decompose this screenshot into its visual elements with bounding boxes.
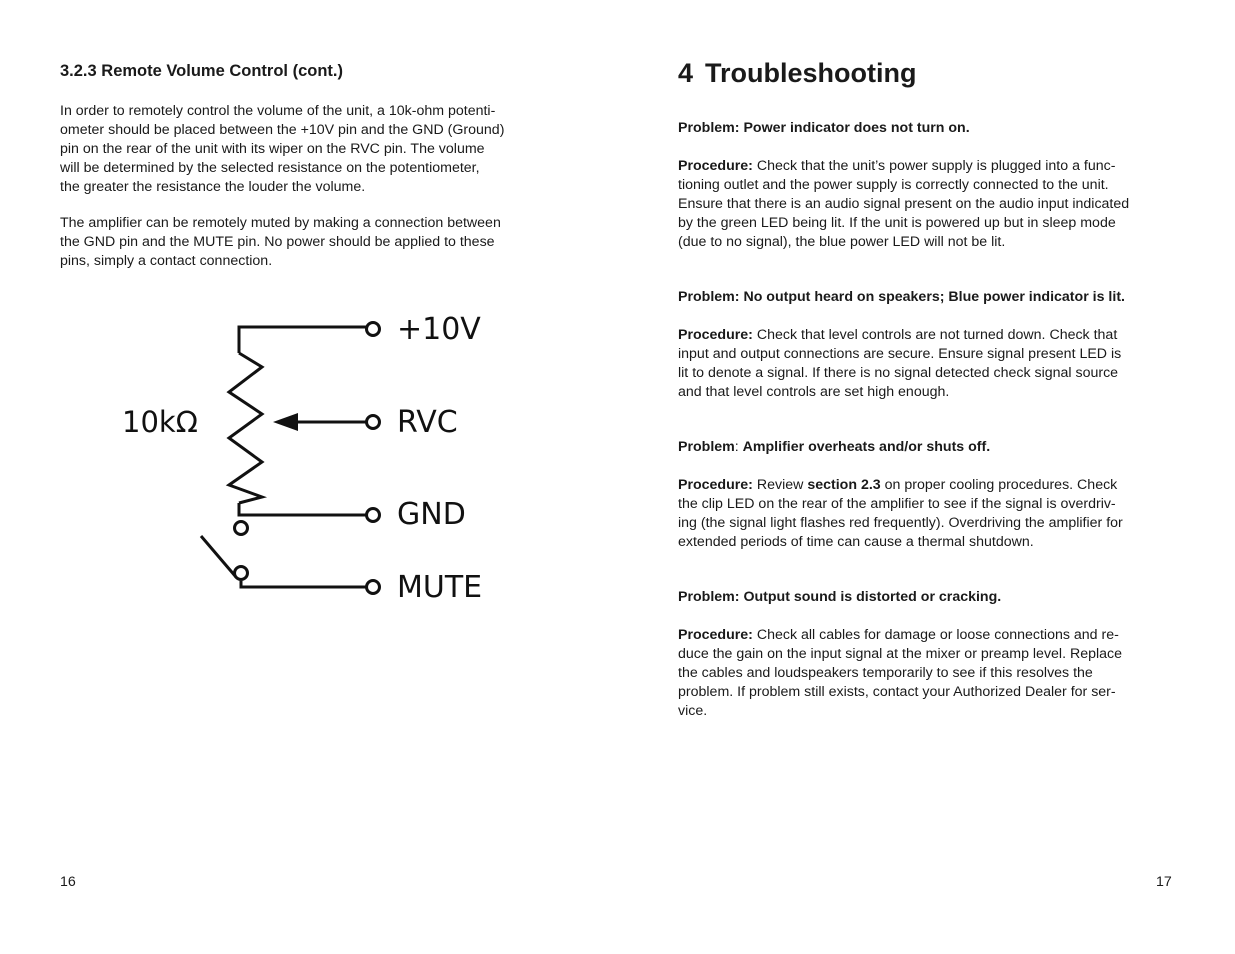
troubleshooting-item [678, 588, 1178, 721]
terminal-10v [367, 323, 380, 336]
page-number-right: 17 [1156, 874, 1172, 890]
procedure-text [678, 326, 1178, 402]
procedure-label: Procedure: [678, 627, 753, 643]
problem-statement [678, 588, 1178, 607]
terminal-gnd [367, 509, 380, 522]
procedure-body: Check all cables for damage or loose connections and re- duce the gain on the input signal at the mixer or preamp level. Replace the cables and loudspeakers temporarily to see if this resolves the problem. If problem still exists, contact your Authorized Dealer for ser- vice. [678, 627, 1123, 719]
procedure-text [678, 476, 1178, 552]
section-reference: section 2.3 [807, 477, 881, 493]
problem-statement [678, 119, 1178, 138]
problem-text: Amplifier overheats and/or shuts off. [742, 439, 991, 455]
switch-contact-bottom [235, 567, 248, 580]
procedure-label: Procedure: [678, 327, 753, 343]
chapter-title-text: Troubleshooting [705, 58, 917, 88]
problem-label: Problem: [678, 289, 740, 305]
resistor-label: 10kΩ [122, 405, 198, 439]
procedure-text [678, 157, 1178, 252]
paragraph-text: In order to remotely control the volume of the unit, a 10k-ohm potenti- ometer should be placed between the +10V pin and the GND (Ground) pin on the rear of the unit with its wiper on the RVC pin. The volume will be determined by the selected resistance on the potentiometer, the greater the resistance the louder the volume. [60, 103, 505, 195]
mute-switch-lever [201, 536, 236, 577]
procedure-body: Check that the unit’s power supply is plugged into a func- tioning outlet and the power supply is correctly connected to the unit. Ensure that there is an audio signal present on the audio input indicated by the green LED being lit. If the unit is powered up but in sleep mode (due to no signal), the blue power LED will not be lit. [678, 158, 1130, 250]
switch-contact-top [235, 522, 248, 535]
resistor-zigzag [229, 353, 262, 503]
problem-text: Output sound is distorted or cracking. [739, 589, 1002, 605]
problem-label: Problem: [678, 120, 740, 136]
pin-label-rvc: RVC [397, 405, 458, 440]
terminal-mute [367, 581, 380, 594]
paragraph-text: The amplifier can be remotely muted by making a connection between the GND pin and the MUTE pin. No power should be applied to these pins, simply a contact connection. [60, 215, 501, 269]
problem-label: Problem: [678, 589, 740, 605]
remote-volume-wiring-diagram [110, 305, 490, 610]
wire-10v [239, 327, 368, 353]
chapter-title [678, 58, 917, 89]
pin-label-gnd: GND [397, 497, 466, 532]
procedure-body-start: Review [756, 477, 808, 493]
paragraph-potentiometer [60, 102, 560, 197]
wire-gnd [239, 503, 368, 515]
procedure-label: Procedure: [678, 158, 753, 174]
troubleshooting-item [678, 288, 1178, 402]
troubleshooting-item [678, 119, 1178, 252]
procedure-body-end: on proper cooling procedures. Check the clip LED on the rear of the amplifier to see if the signal is overdriv- ing (the signal light flashes red frequently). Overdriving the amplifier for extended periods of time can cause a thermal shutdown. [678, 477, 1123, 550]
wiper-arrow-icon [273, 413, 298, 431]
pin-label-10v: +10V [397, 312, 481, 347]
left-page [0, 0, 617, 954]
paragraph-mute [60, 214, 560, 271]
problem-text: Power indicator does not turn on. [739, 120, 970, 136]
right-page [617, 0, 1235, 954]
problem-statement [678, 288, 1178, 307]
problem-label: Problem [678, 439, 735, 455]
wire-mute [241, 581, 368, 587]
procedure-text [678, 626, 1178, 721]
problem-text: No output heard on speakers; Blue power indicator is lit. [739, 289, 1125, 305]
terminal-rvc [367, 416, 380, 429]
procedure-body: Check that level controls are not turned down. Check that input and output connections are secure. Ensure signal present LED is lit to denote a signal. If there is no signal detected check signal source and that level controls are set high enough. [678, 327, 1122, 400]
problem-separator: : [734, 439, 743, 455]
troubleshooting-item [678, 438, 1178, 552]
problem-statement [678, 438, 1178, 457]
chapter-number: 4 [678, 58, 694, 88]
section-heading: 3.2.3 Remote Volume Control (cont.) [60, 62, 343, 80]
pin-label-mute: MUTE [397, 570, 483, 605]
procedure-label: Procedure: [678, 477, 753, 493]
page-number-left: 16 [60, 874, 76, 890]
